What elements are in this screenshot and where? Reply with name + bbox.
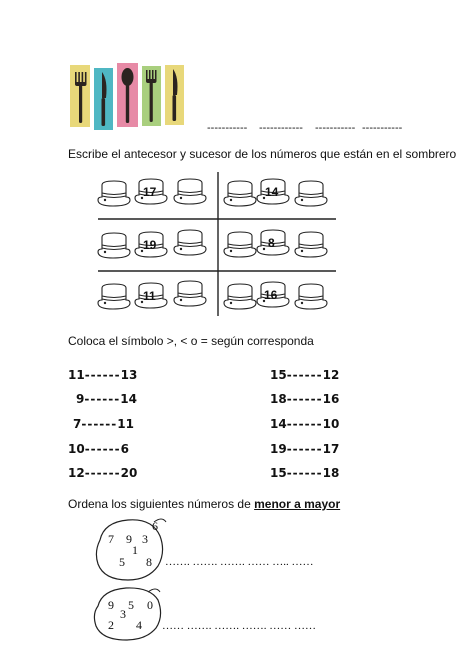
section1-instruction: Escribe el antecesor y sucesor de los números que están en el sombrero (68, 147, 457, 161)
oval-number: 2 (108, 618, 114, 632)
blank-line[interactable]: ----------- (362, 122, 403, 134)
comparison-row[interactable]: 9------14 (76, 392, 137, 406)
comparison-row[interactable]: 18------16 (270, 392, 340, 406)
comparison-row[interactable]: 15------12 (270, 368, 340, 382)
hat-number: 19 (143, 238, 157, 252)
emphasis-text: menor a mayor (254, 497, 341, 511)
oval-number: 6 (152, 519, 158, 533)
oval-number: 1 (132, 543, 138, 557)
comparison-row[interactable]: 14------10 (270, 417, 340, 431)
oval-number: 0 (147, 598, 153, 612)
answer-line[interactable]: ……. ……. ……. …… ….. …… (165, 556, 314, 568)
oval-number: 9 (108, 598, 114, 612)
hat-number: 17 (143, 185, 157, 199)
oval-number: 3 (142, 532, 148, 546)
oval-number: 5 (128, 598, 134, 612)
section2-instruction: Coloca el símbolo >, < o = según corresponda (68, 334, 314, 348)
blank-line[interactable]: ----------- (315, 122, 356, 134)
blank-line[interactable]: ----------- (207, 122, 248, 134)
comparison-row[interactable]: 11------13 (68, 368, 138, 382)
comparison-row[interactable]: 7------11 (73, 417, 134, 431)
hat-number: 11 (143, 289, 156, 303)
oval-2 (94, 588, 160, 640)
oval-number: 5 (119, 555, 125, 569)
comparison-row[interactable]: 10------6 (68, 442, 129, 456)
hat-number: 16 (264, 288, 278, 302)
oval-number: 8 (146, 555, 152, 569)
comparison-row[interactable]: 15------18 (270, 466, 340, 480)
oval-number: 3 (120, 607, 126, 621)
hat-number: 8 (268, 236, 275, 250)
oval-number: 4 (136, 618, 142, 632)
comparison-row[interactable]: 19------17 (270, 442, 340, 456)
answer-line[interactable]: …… ……. ……. ……. …… …… (162, 620, 316, 632)
blank-line[interactable]: ------------ (259, 122, 303, 134)
oval-number: 7 (108, 532, 114, 546)
comparison-row[interactable]: 12------20 (68, 466, 138, 480)
oval-number: 9 (126, 532, 132, 546)
hat-number: 14 (265, 185, 279, 199)
section3-instruction: Ordena los siguientes números de menor a mayor (68, 497, 341, 511)
